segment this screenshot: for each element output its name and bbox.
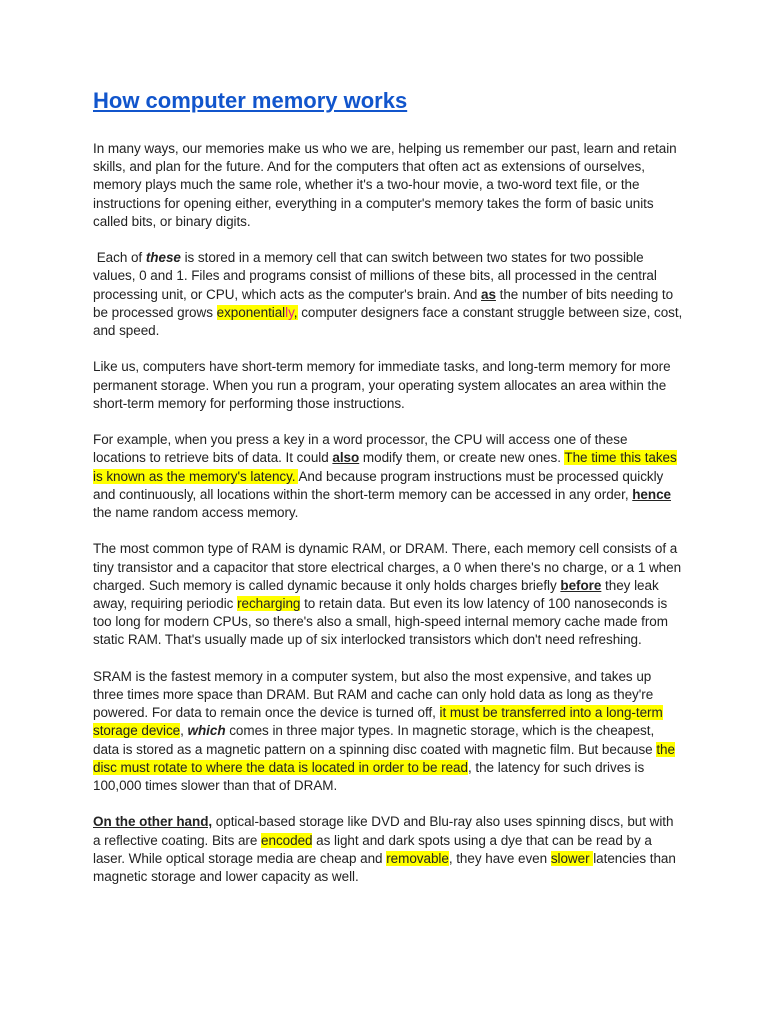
- emphasis-other-hand: On the other hand,: [93, 814, 213, 830]
- text-run: Each of: [93, 250, 146, 266]
- highlight-disc: the disc must rotate to where the data is located in order to be read: [93, 741, 675, 775]
- highlight-transfer: it must be transferred into a long-term storage device: [93, 705, 663, 739]
- text-run: the number of bits needing to be processed grows: [93, 286, 674, 320]
- emphasis-hence: hence: [632, 486, 672, 502]
- text-run: as light and dark spots using a dye that can be read by a laser. While optical storage media are cheap and: [93, 832, 652, 866]
- emphasis-which: which: [187, 723, 226, 739]
- emphasis-these: these: [145, 250, 181, 266]
- highlight-text-pink: ly: [285, 304, 294, 320]
- text-run: And because program instructions must be processed quickly and continuously, all locations within the short-term memory can be accessed in any order,: [93, 468, 664, 502]
- highlight-removable: removable: [386, 850, 449, 866]
- text-run: modify them, or create new ones.: [359, 450, 565, 466]
- emphasis-as: as: [481, 286, 496, 302]
- highlight-latency: The time this takes is known as the memory's latency.: [93, 450, 677, 484]
- highlight-exponentially: [217, 305, 298, 320]
- paragraph-5: [93, 540, 683, 649]
- highlight-slower: slower: [550, 850, 594, 866]
- text-run: , they have even: [448, 850, 551, 866]
- paragraph-6: [93, 668, 683, 795]
- text-run: the name random access memory.: [93, 505, 299, 521]
- highlight-encoded: encoded: [261, 832, 313, 848]
- emphasis-before: before: [560, 577, 602, 593]
- text-run: optical-based storage like DVD and Blu-ray also uses spinning discs, but with a reflective coating. Bits are: [93, 814, 674, 848]
- paragraph-text: In many ways, our memories make us who we are, helping us remember our past, learn and retain skills, and plan for the future. And for the computers that often act as extensions of ourselves, memory plays much the same role, whether it's a two-hour movie, a two-word text file, or the instructions for opening either, everything in a computer's memory takes the form of basic units called bits, or binary digits.: [93, 141, 677, 229]
- document-body: [93, 140, 683, 904]
- text-run: latencies than magnetic storage and lower capacity as well.: [93, 850, 676, 885]
- emphasis-also: also: [332, 450, 360, 466]
- paragraph-2: [93, 249, 683, 340]
- text-run: ,: [180, 723, 188, 739]
- text-run: For example, when you press a key in a word processor, the CPU will access one of these locations to retrieve bits of data. It could: [93, 432, 628, 466]
- highlight-text: ,: [293, 304, 298, 320]
- paragraph-text: Like us, computers have short-term memory for immediate tasks, and long-term memory for more permanent storage. When you run a program, your operating system allocates an area within the short-term memory for performing those instructions.: [93, 359, 671, 411]
- text-run: The most common type of RAM is dynamic RAM, or DRAM. There, each memory cell consists of a tiny transistor and a capacitor that store electrical charges, a 0 when there's no charge, or a 1 when charged. Such memory is called dynamic because it only holds charges briefly: [93, 541, 682, 593]
- paragraph-1: [93, 140, 683, 231]
- paragraph-7: [93, 813, 683, 886]
- text-run: to retain data. But even its low latency of 100 nanoseconds is too long for modern CPUs, so there's also a small, high-speed internal memory cache made from static RAM. That's usually made up of six interlocked transistors which don't need refreshing.: [93, 596, 668, 648]
- page-title[interactable]: How computer memory works: [93, 88, 408, 113]
- text-run: , the latency for such drives is 100,000 times slower than that of DRAM.: [93, 759, 645, 794]
- text-run: they leak away, requiring periodic: [93, 577, 659, 612]
- highlight-text: exponential: [216, 304, 286, 320]
- paragraph-3: [93, 358, 683, 413]
- text-run: is stored in a memory cell that can switch between two states for two possible values, 0 and 1. Files and programs consist of millions of these bits, all processed in the central processing unit, or CPU, which acts as the computer's brain. And: [93, 250, 657, 302]
- paragraph-4: [93, 431, 683, 522]
- highlight-recharging: recharging: [237, 596, 301, 612]
- text-run: computer designers face a constant struggle between size, cost, and speed.: [93, 304, 683, 339]
- text-run: comes in three major types. In magnetic storage, which is the cheapest, data is stored as a magnetic pattern on a spinning disc coated with magnetic film. But because: [93, 723, 657, 757]
- text-run: SRAM is the fastest memory in a computer system, but also the most expensive, and takes up three times more space than DRAM. But RAM and cache can only hold data as long as they're powered. For data to remain once the device is turned off,: [93, 668, 654, 721]
